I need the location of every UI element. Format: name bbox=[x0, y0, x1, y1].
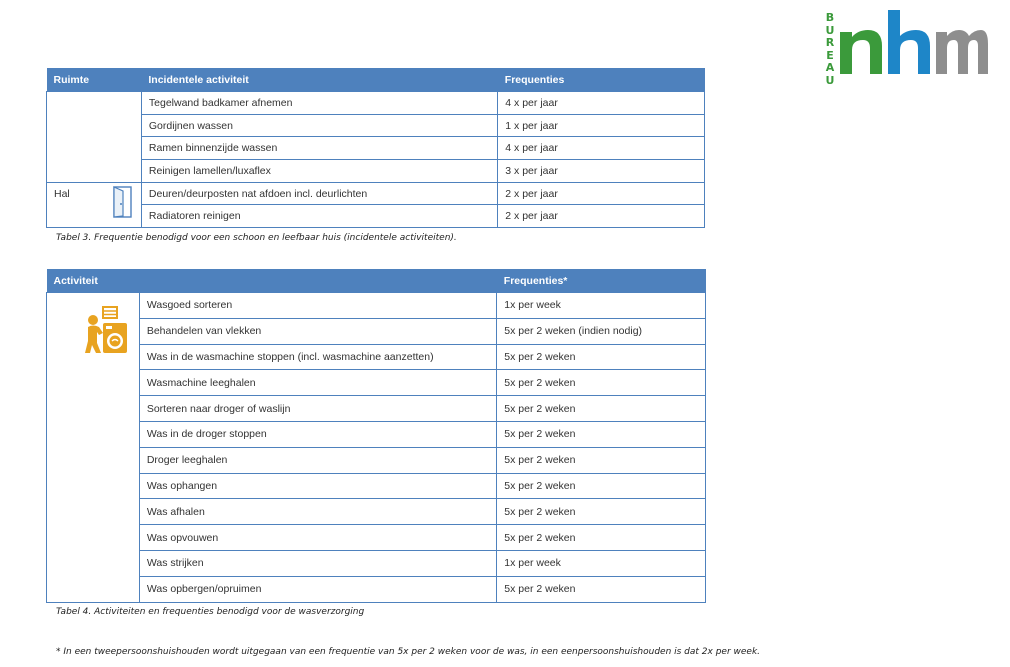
frequency-cell: 5x per 2 weken bbox=[497, 473, 706, 499]
activity-cell: Radiatoren reinigen bbox=[141, 205, 497, 228]
header-frequenties: Frequenties* bbox=[497, 269, 706, 293]
table-row bbox=[47, 293, 706, 319]
frequency-cell: 1 x per jaar bbox=[498, 114, 705, 137]
table3-caption: Tabel 3. Frequentie benodigd voor een schoon en leefbaar huis (incidentele activiteiten). bbox=[56, 233, 457, 243]
table4-caption: Tabel 4. Activiteiten en frequenties benodigd voor de wasverzorging bbox=[56, 607, 365, 617]
logo-nhm-mark bbox=[836, 6, 988, 78]
frequency-cell: 5x per 2 weken bbox=[497, 525, 706, 551]
frequency-cell: 4 x per jaar bbox=[498, 137, 705, 160]
frequency-cell: 5x per 2 weken bbox=[497, 370, 706, 396]
table-row bbox=[47, 576, 706, 602]
room-cell bbox=[47, 92, 142, 183]
table-row bbox=[47, 160, 705, 183]
activity-cell: Was in de droger stoppen bbox=[139, 421, 496, 447]
frequency-cell: 5x per 2 weken bbox=[497, 499, 706, 525]
table-row bbox=[47, 137, 705, 160]
table-row bbox=[47, 344, 706, 370]
table-header-row bbox=[47, 68, 705, 92]
frequency-cell: 5x per 2 weken (indien nodig) bbox=[497, 318, 706, 344]
frequency-cell: 5x per 2 weken bbox=[497, 344, 706, 370]
activity-cell: Deuren/deurposten nat afdoen incl. deurlichten bbox=[141, 182, 497, 205]
activity-cell: Gordijnen wassen bbox=[141, 114, 497, 137]
frequency-cell: 5x per 2 weken bbox=[497, 447, 706, 473]
table-row bbox=[47, 473, 706, 499]
table-laundry-activities bbox=[46, 269, 706, 603]
table-row bbox=[47, 182, 705, 205]
table-row bbox=[47, 499, 706, 525]
table-row bbox=[47, 370, 706, 396]
activity-cell: Wasgoed sorteren bbox=[139, 293, 496, 319]
activity-cell: Wasmachine leeghalen bbox=[139, 370, 496, 396]
frequency-cell: 3 x per jaar bbox=[498, 160, 705, 183]
table-row bbox=[47, 205, 705, 228]
activity-cell: Droger leeghalen bbox=[139, 447, 496, 473]
frequency-cell: 2 x per jaar bbox=[498, 205, 705, 228]
table-row bbox=[47, 421, 706, 447]
activity-cell: Reinigen lamellen/luxaflex bbox=[141, 160, 497, 183]
header-incidentele-activiteit: Incidentele activiteit bbox=[141, 68, 497, 92]
activity-cell: Was afhalen bbox=[139, 499, 496, 525]
frequency-cell: 4 x per jaar bbox=[498, 92, 705, 115]
frequency-cell: 1x per week bbox=[497, 293, 706, 319]
room-cell-hal bbox=[47, 182, 142, 227]
header-activiteit: Activiteit bbox=[47, 269, 497, 293]
table-incidental-activities bbox=[46, 68, 705, 228]
header-ruimte: Ruimte bbox=[47, 68, 142, 92]
activity-cell: Ramen binnenzijde wassen bbox=[141, 137, 497, 160]
logo-bureau-text: B U R E A U bbox=[825, 11, 835, 87]
activity-cell: Sorteren naar droger of waslijn bbox=[139, 396, 496, 422]
table-row bbox=[47, 114, 705, 137]
table-row bbox=[47, 550, 706, 576]
frequency-cell: 5x per 2 weken bbox=[497, 396, 706, 422]
table-row bbox=[47, 447, 706, 473]
laundry-icon-cell bbox=[47, 293, 140, 603]
activity-cell: Was ophangen bbox=[139, 473, 496, 499]
frequency-cell: 1x per week bbox=[497, 550, 706, 576]
table-row bbox=[47, 318, 706, 344]
table-row bbox=[47, 92, 705, 115]
activity-cell: Was opbergen/opruimen bbox=[139, 576, 496, 602]
footnote: * In een tweepersoonshuishouden wordt uitgegaan van een frequentie van 5x per 2 weken voor de was, in een eenpersoonshuishouden is dat 2x per week. bbox=[56, 647, 761, 657]
table-header-row bbox=[47, 269, 706, 293]
header-frequenties: Frequenties bbox=[498, 68, 705, 92]
activity-cell: Was in de wasmachine stoppen (incl. wasmachine aanzetten) bbox=[139, 344, 496, 370]
room-label-hal: Hal bbox=[54, 187, 70, 200]
frequency-cell: 5x per 2 weken bbox=[497, 421, 706, 447]
table-row bbox=[47, 525, 706, 551]
door-icon bbox=[111, 186, 135, 218]
activity-cell: Tegelwand badkamer afnemen bbox=[141, 92, 497, 115]
table-row bbox=[47, 396, 706, 422]
laundry-person-icon bbox=[83, 305, 129, 355]
frequency-cell: 2 x per jaar bbox=[498, 182, 705, 205]
activity-cell: Was opvouwen bbox=[139, 525, 496, 551]
frequency-cell: 5x per 2 weken bbox=[497, 576, 706, 602]
activity-cell: Was strijken bbox=[139, 550, 496, 576]
activity-cell: Behandelen van vlekken bbox=[139, 318, 496, 344]
bureau-nhm-logo bbox=[822, 6, 988, 87]
